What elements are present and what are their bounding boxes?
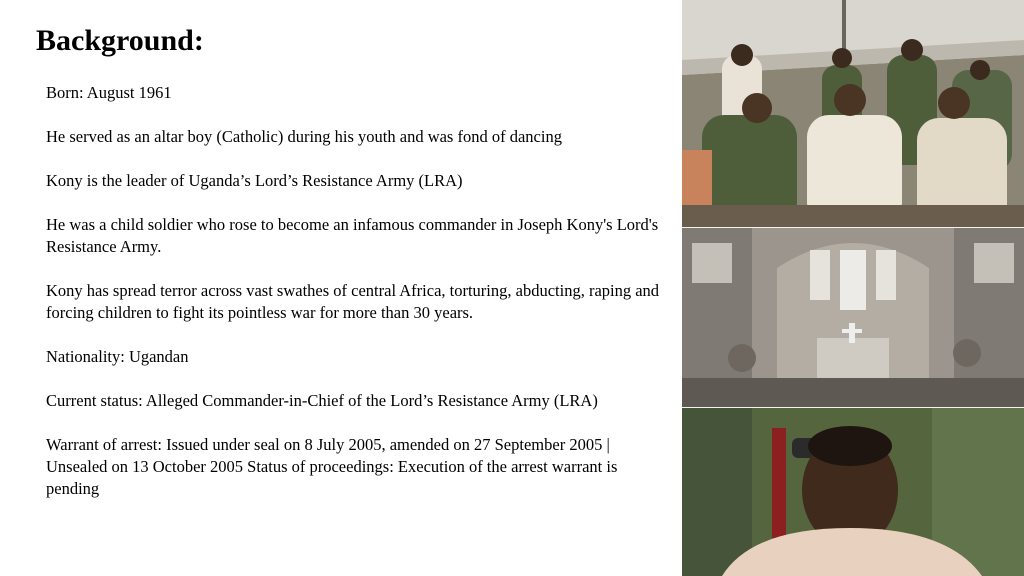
slide-title: Background: (36, 24, 204, 57)
photo-portrait (682, 408, 1024, 576)
paragraph-current-status: Current status: Alleged Commander-in-Chief of the Lord’s Resistance Army (LRA) (46, 391, 598, 410)
paragraph-warrant: Warrant of arrest: Issued under seal on 8 July 2005, amended on 27 September 2005 | Unsealed on 13 October 2005 Status of proceedings: Execution of the arrest warrant is pending (46, 435, 618, 498)
slide-body (46, 82, 661, 500)
paragraph-altar-boy: He served as an altar boy (Catholic) during his youth and was fond of dancing (46, 127, 562, 146)
photo-column (682, 0, 1024, 576)
paragraph-born: Born: August 1961 (46, 83, 172, 102)
photo-group-under-tent (682, 0, 1024, 228)
paragraph-terror: Kony has spread terror across vast swathes of central Africa, torturing, abducting, raping and forcing children to fight its pointless war for more than 30 years. (46, 281, 660, 322)
paragraph-leader: Kony is the leader of Uganda’s Lord’s Resistance Army (LRA) (46, 171, 463, 190)
paragraph-child-soldier: He was a child soldier who rose to become an infamous commander in Joseph Kony's Lord's Resistance Army. (46, 215, 659, 256)
photo-church-interior (682, 228, 1024, 408)
paragraph-nationality: Nationality: Ugandan (46, 347, 189, 366)
